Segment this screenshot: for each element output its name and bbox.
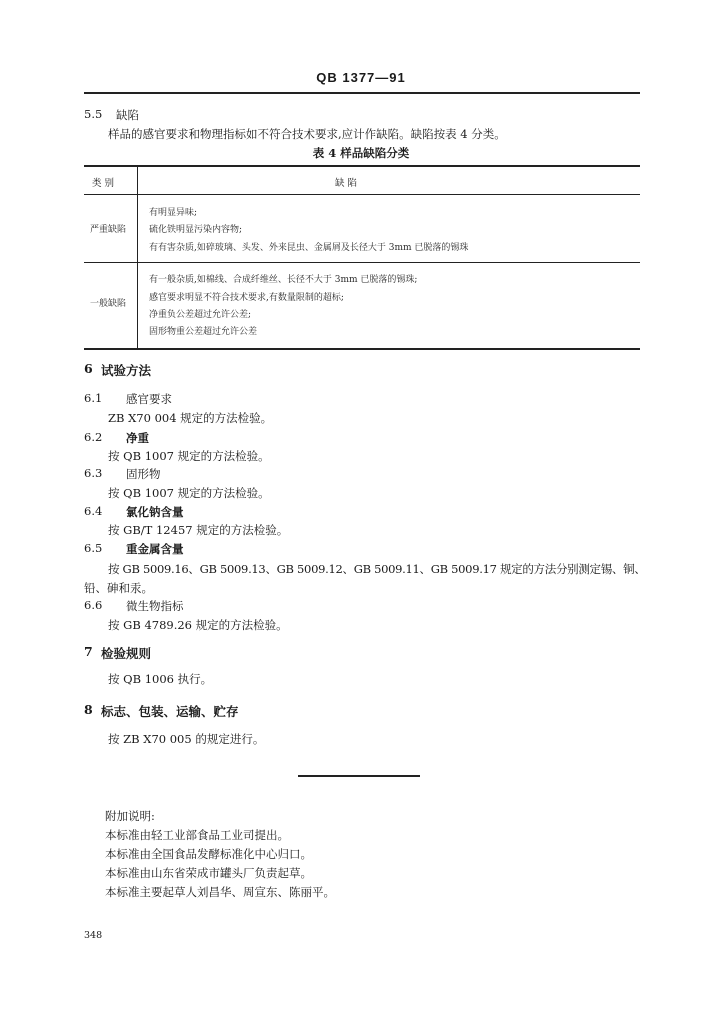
section-6-5-title: 重金属含量 bbox=[126, 542, 184, 556]
section-8-number: 8 bbox=[84, 702, 93, 717]
row-general-item: 固形物重公差超过允许公差 bbox=[149, 327, 258, 337]
table-caption: 表 4 样品缺陷分类 bbox=[312, 146, 410, 160]
section-6-4-body: 按 GB/T 12457 规定的方法检验。 bbox=[108, 523, 289, 537]
section-7-number: 7 bbox=[84, 644, 93, 659]
table-header-category: 类 别 bbox=[92, 178, 115, 189]
section-6-4-number: 6.4 bbox=[84, 504, 103, 518]
row-serious-item: 硫化铁明显污染内容物; bbox=[149, 225, 243, 235]
row-serious-category: 严重缺陷 bbox=[90, 225, 127, 235]
notes-title: 附加说明: bbox=[105, 809, 155, 823]
notes-line: 本标准由轻工业部食品工业司提出。 bbox=[105, 828, 289, 842]
section-6-6-body: 按 GB 4789.26 规定的方法检验。 bbox=[108, 618, 288, 632]
row-general-item: 净重负公差超过允许公差; bbox=[149, 310, 252, 320]
section-6-2-body: 按 QB 1007 规定的方法检验。 bbox=[108, 449, 270, 463]
section-5-5-title: 缺陷 bbox=[116, 108, 139, 122]
table-top-rule bbox=[84, 165, 640, 167]
row-general-item: 感官要求明显不符合技术要求,有数量限制的超标; bbox=[149, 293, 344, 303]
row-serious-item: 有有害杂质,如碎玻璃、头发、外来昆虫、金属屑及长径大于 3mm 已脱落的锡珠 bbox=[149, 243, 469, 253]
section-7-title: 检验规则 bbox=[101, 646, 152, 661]
section-7-body: 按 QB 1006 执行。 bbox=[108, 672, 213, 686]
section-6-2-number: 6.2 bbox=[84, 430, 103, 444]
row-general-category: 一般缺陷 bbox=[90, 299, 127, 309]
section-6-2-title: 净重 bbox=[126, 431, 149, 445]
section-5-5-body: 样品的感官要求和物理指标如不符合技术要求,应计作缺陷。缺陷按表 4 分类。 bbox=[108, 127, 506, 141]
section-5-5-number: 5.5 bbox=[84, 107, 103, 121]
section-6-3-body: 按 QB 1007 规定的方法检验。 bbox=[108, 486, 270, 500]
section-6-6-title: 微生物指标 bbox=[126, 599, 184, 613]
section-8-body: 按 ZB X70 005 的规定进行。 bbox=[108, 732, 265, 746]
table-row-divider bbox=[84, 262, 640, 263]
section-6-1-body: ZB X70 004 规定的方法检验。 bbox=[108, 411, 273, 425]
section-6-5-body: 按 GB 5009.16、GB 5009.13、GB 5009.12、GB 5009.11、GB 5009.17 规定的方法分别测定锡、铜、 bbox=[108, 562, 646, 576]
row-serious-item: 有明显异味; bbox=[149, 208, 198, 218]
section-6-title: 试验方法 bbox=[101, 363, 152, 378]
section-6-5-body-continued: 铅、砷和汞。 bbox=[84, 581, 153, 595]
table-bottom-rule bbox=[84, 348, 640, 350]
row-general-item: 有一般杂质,如棉线、合成纤维丝、长径不大于 3mm 已脱落的锡珠; bbox=[149, 275, 418, 285]
section-6-3-title: 固形物 bbox=[126, 467, 161, 481]
section-6-3-number: 6.3 bbox=[84, 466, 103, 480]
section-6-5-number: 6.5 bbox=[84, 541, 103, 555]
section-6-1-title: 感官要求 bbox=[126, 392, 172, 406]
header-rule bbox=[84, 92, 640, 94]
notes-line: 本标准由山东省荣成市罐头厂负责起草。 bbox=[105, 866, 312, 880]
section-6-1-number: 6.1 bbox=[84, 391, 103, 405]
section-6-4-title: 氯化钠含量 bbox=[126, 505, 184, 519]
document-code: QB 1377—91 bbox=[316, 70, 406, 85]
table-header-rule bbox=[84, 194, 640, 195]
section-6-number: 6 bbox=[84, 361, 93, 376]
table-column-divider bbox=[137, 165, 138, 349]
end-separator bbox=[298, 775, 420, 777]
notes-line: 本标准由全国食品发酵标准化中心归口。 bbox=[105, 847, 312, 861]
section-6-6-number: 6.6 bbox=[84, 598, 103, 612]
section-8-title: 标志、包装、运输、贮存 bbox=[101, 704, 239, 719]
table-header-defects: 缺 陷 bbox=[335, 178, 358, 189]
page-number: 348 bbox=[84, 930, 103, 941]
notes-line: 本标准主要起草人刘昌华、周宣东、陈丽平。 bbox=[105, 885, 335, 899]
